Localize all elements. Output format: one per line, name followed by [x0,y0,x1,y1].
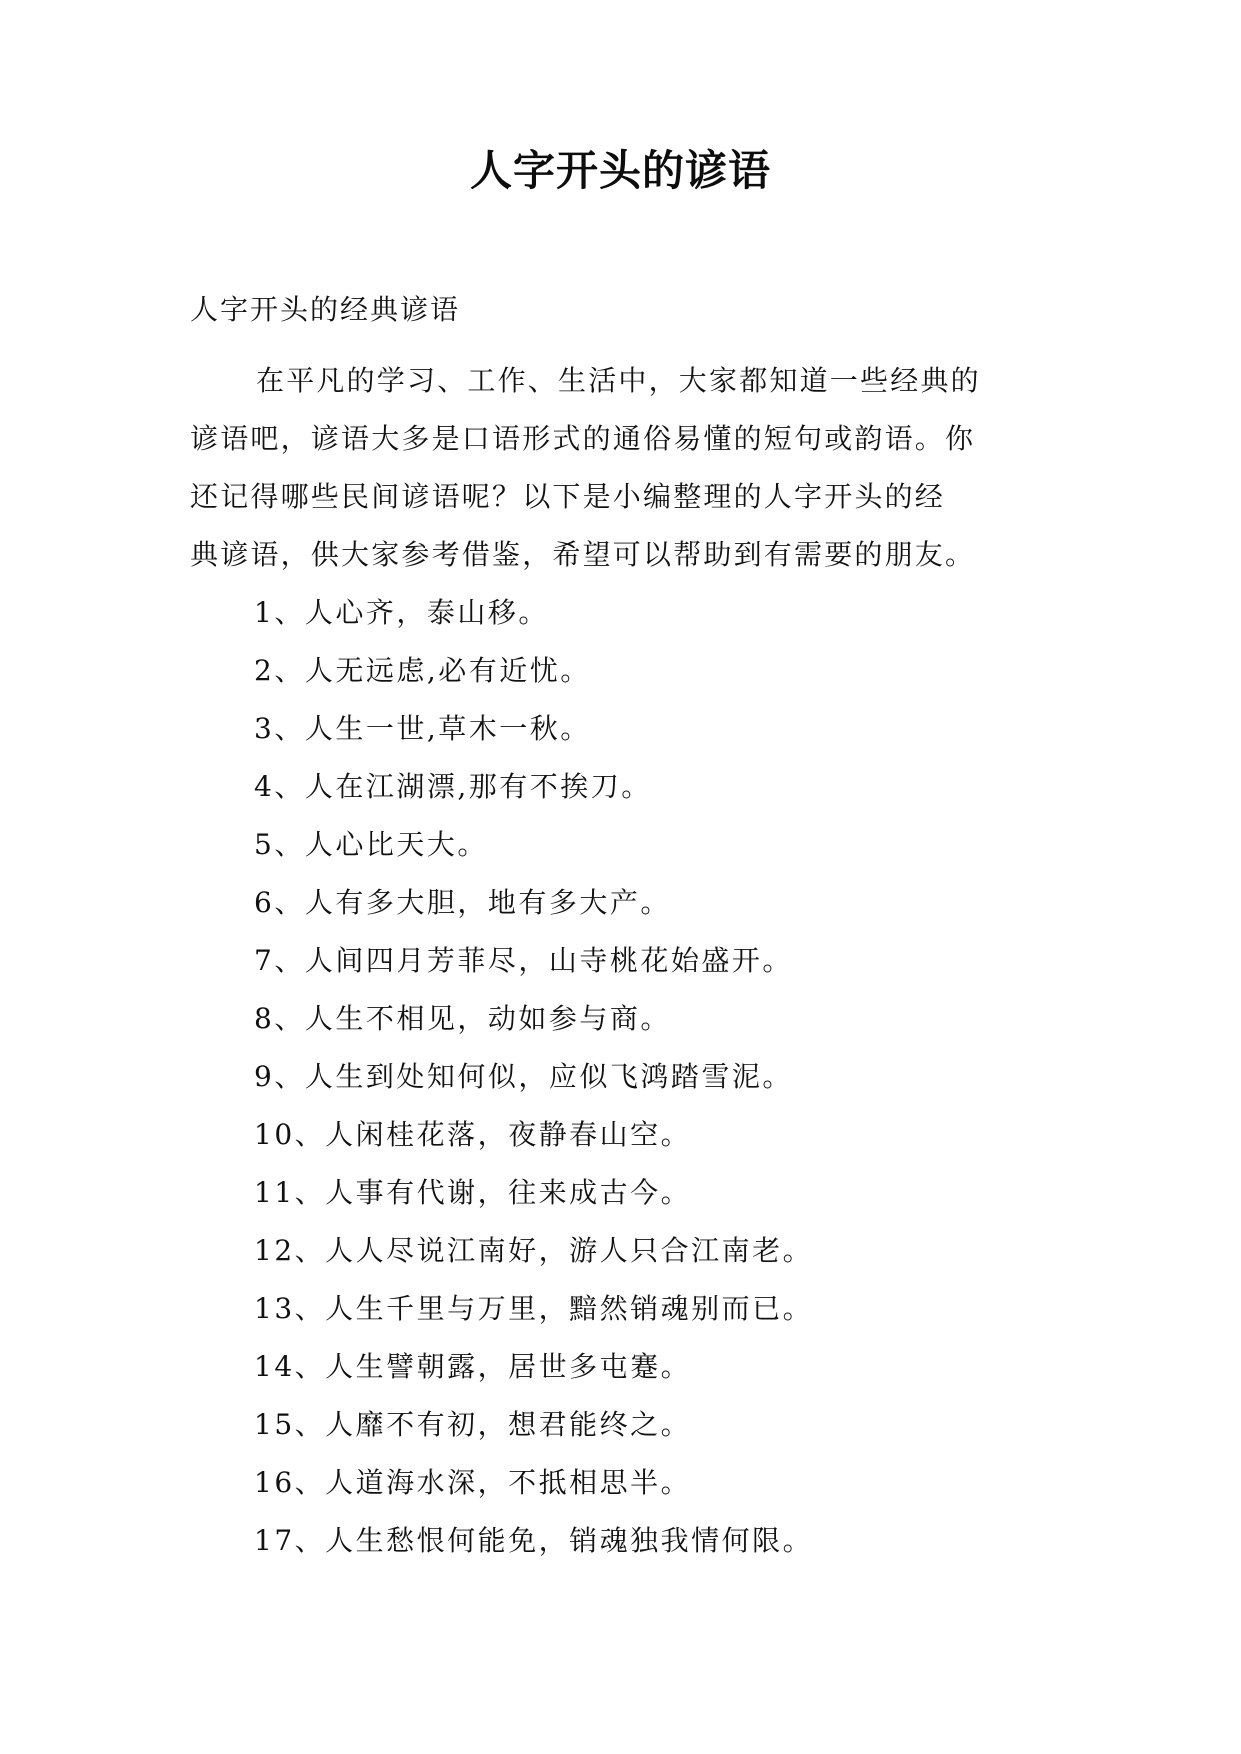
saying-item: 8、人生不相见，动如参与商。 [254,1002,671,1035]
saying-item: 14、人生譬朝露，居世多屯蹇。 [254,1350,692,1383]
saying-item: 4、人在江湖漂,那有不挨刀。 [254,770,652,803]
saying-item: 2、人无远虑,必有近忧。 [254,654,591,687]
saying-item: 10、人闲桂花落，夜静春山空。 [254,1118,692,1151]
saying-item: 6、人有多大胆，地有多大产。 [254,886,671,919]
intro-line: 还记得哪些民间谚语呢？以下是小编整理的人字开头的经 [190,480,946,513]
saying-item: 13、人生千里与万里，黯然销魂别而已。 [254,1292,814,1325]
saying-item: 3、人生一世,草木一秋。 [254,712,591,745]
saying-item: 9、人生到处知何似，应似飞鸿踏雪泥。 [254,1060,793,1093]
saying-item: 1、人心齐，泰山移。 [254,596,549,629]
sayings-list [254,584,813,1570]
section-subtitle: 人字开头的经典谚语 [190,293,461,326]
intro-line: 典谚语，供大家参考借鉴，希望可以帮助到有需要的朋友。 [190,538,976,571]
saying-item: 15、人靡不有初，想君能终之。 [254,1408,692,1441]
document-title: 人字开头的谚语 [469,146,771,195]
saying-item: 16、人道海水深，不抵相思半。 [254,1466,692,1499]
saying-item: 11、人事有代谢，往来成古今。 [254,1176,692,1209]
intro-line: 在平凡的学习、工作、生活中，大家都知道一些经典的 [256,364,981,397]
saying-item: 17、人生愁恨何能免，销魂独我情何限。 [254,1524,814,1557]
intro-paragraph [190,352,1070,584]
saying-item: 7、人间四月芳菲尽，山寺桃花始盛开。 [254,944,793,977]
saying-item: 12、人人尽说江南好，游人只合江南老。 [254,1234,814,1267]
intro-line: 谚语吧，谚语大多是口语形式的通俗易懂的短句或韵语。你 [190,422,976,455]
saying-item: 5、人心比天大。 [254,828,488,861]
